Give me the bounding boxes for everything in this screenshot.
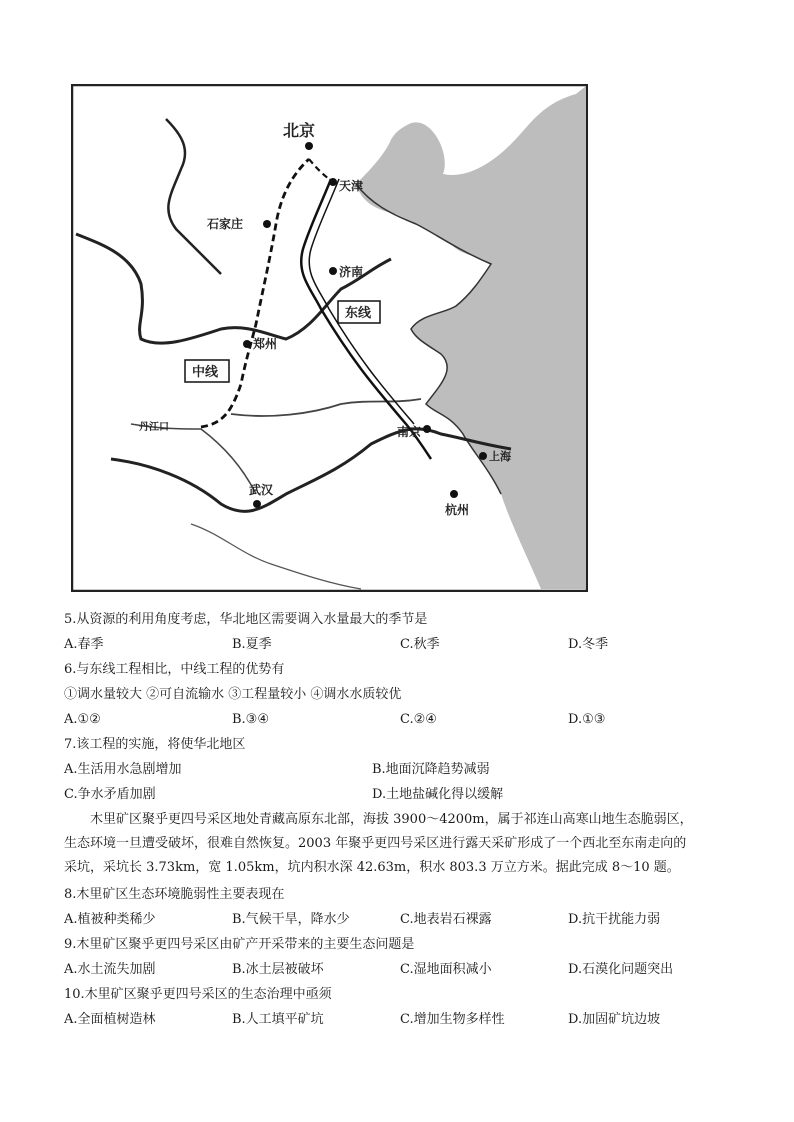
q8-option-c: C.地表岩石裸露 <box>400 912 492 927</box>
shanghai-marker <box>479 452 487 460</box>
q10-stem: 10.木里矿区聚乎更四号采区的生态治理中亟须 <box>64 987 332 1002</box>
q5-option-a: A.春季 <box>64 637 104 652</box>
wuhan-label: 武汉 <box>249 483 274 497</box>
q10-option-c: C.增加生物多样性 <box>400 1012 505 1027</box>
hangzhou-label: 杭州 <box>445 503 470 517</box>
nanjing-label: 南京 <box>397 425 422 439</box>
q6-option-a: A.①② <box>64 712 101 727</box>
wuhan-marker <box>253 500 261 508</box>
q10-option-b: B.人工填平矿坑 <box>232 1012 324 1027</box>
passage-line-1: 木里矿区聚乎更四号采区地处青藏高原东北部，海拔 3900～4200m，属于祁连山高寒山地生态脆弱区， <box>90 812 693 827</box>
q5-option-b: B.夏季 <box>232 637 272 652</box>
q5-option-d: D.冬季 <box>568 637 609 652</box>
q9-stem: 9.木里矿区聚乎更四号采区由矿产开采带来的主要生态问题是 <box>64 937 415 952</box>
beijing-label: 北京 <box>283 121 316 140</box>
east-line-label: 东线 <box>345 306 372 321</box>
shanghai-label: 上海 <box>489 450 511 463</box>
hangzhou-marker <box>450 490 458 498</box>
q10-option-d: D.加固矿坑边坡 <box>568 1012 661 1027</box>
q9-option-b: B.冰土层被破坏 <box>232 962 324 977</box>
q8-option-a: A.植被种类稀少 <box>64 912 156 927</box>
q7-option-a: A.生活用水急剧增加 <box>64 762 182 777</box>
q7-stem: 7.该工程的实施，将使华北地区 <box>64 737 246 752</box>
jinan-label: 济南 <box>339 265 364 279</box>
q5-option-c: C.秋季 <box>400 637 440 652</box>
q5-stem: 5.从资源的利用角度考虑，华北地区需要调入水量最大的季节是 <box>64 612 428 627</box>
q6-choices: ①调水量较大 ②可自流输水 ③工程量较小 ④调水水质较优 <box>64 687 402 702</box>
beijing-marker <box>305 142 313 150</box>
q8-stem: 8.木里矿区生态环境脆弱性主要表现在 <box>64 887 285 902</box>
jinan-marker <box>329 267 337 275</box>
q6-option-c: C.②④ <box>400 712 437 727</box>
middle-line-label: 中线 <box>192 365 219 380</box>
tianjin-marker <box>329 178 337 186</box>
nanjing-marker <box>423 425 431 433</box>
q6-stem: 6.与东线工程相比，中线工程的优势有 <box>64 662 285 677</box>
passage-line-2: 生态环境一旦遭受破坏，很难自然恢复。2003 年聚乎更四号采区进行露天采矿形成了一个西北至东南走向的 <box>64 836 687 851</box>
passage <box>64 808 728 880</box>
q9-option-c: C.湿地面积减小 <box>400 962 492 977</box>
q10-option-a: A.全面植树造林 <box>64 1012 156 1027</box>
q8-option-b: B.气候干旱，降水少 <box>232 912 350 927</box>
q7-option-d: D.土地盐碱化得以缓解 <box>372 787 504 802</box>
q6-option-d: D.①③ <box>568 712 606 727</box>
q7-option-b: B.地面沉降趋势减弱 <box>372 762 490 777</box>
shijiazhuang-marker <box>263 220 271 228</box>
q8-option-d: D.抗干扰能力弱 <box>568 912 661 927</box>
zhengzhou-label: 郑州 <box>253 337 278 351</box>
q6-option-b: B.③④ <box>232 712 269 727</box>
passage-line-3: 采坑，采坑长 3.73km，宽 1.05km，坑内积水深 42.63m，积水 803.3 万立方米。据此完成 8～10 题。 <box>64 860 680 875</box>
tianjin-label: 天津 <box>339 179 364 193</box>
q9-option-a: A.水土流失加剧 <box>64 962 156 977</box>
q7-option-c: C.争水矛盾加剧 <box>64 787 156 802</box>
south-north-water-diversion-map <box>71 84 588 592</box>
zhengzhou-marker <box>243 340 251 348</box>
shijiazhuang-label: 石家庄 <box>207 217 244 231</box>
danjiangkou-label: 丹江口 <box>139 422 169 433</box>
q9-option-d: D.石漠化问题突出 <box>568 962 674 977</box>
